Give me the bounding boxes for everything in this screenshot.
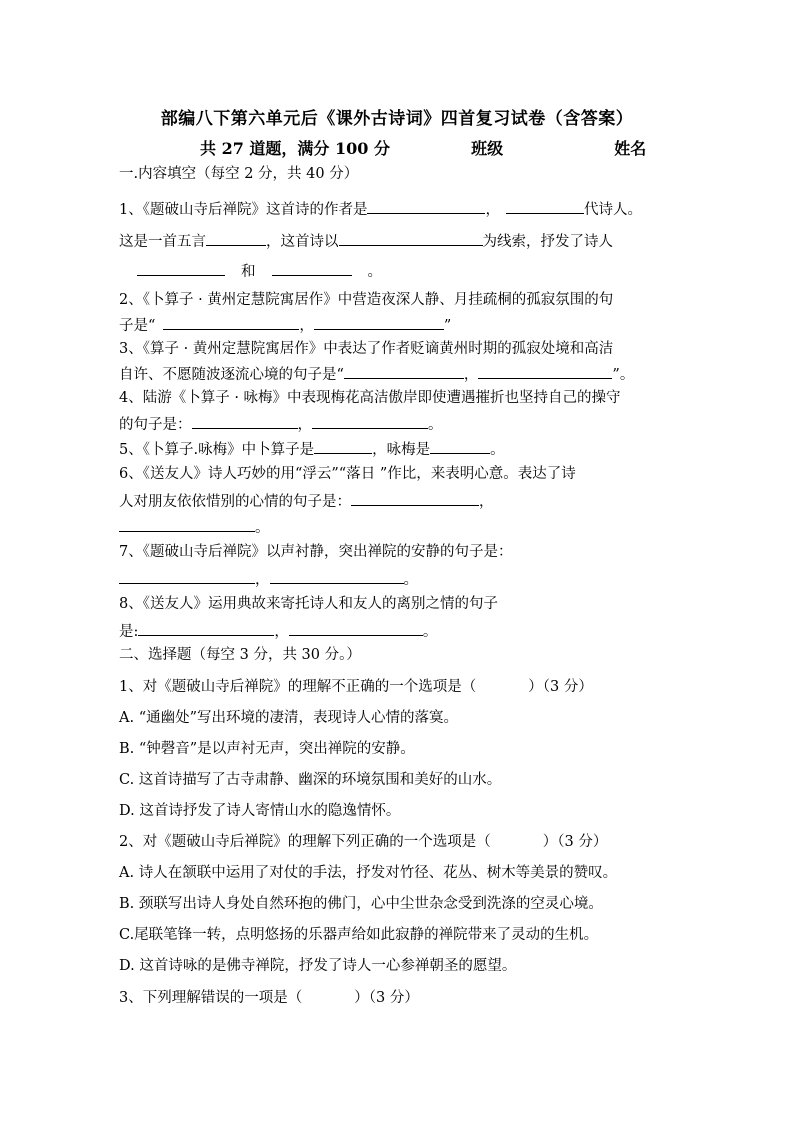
answer-blank[interactable] [206,230,266,246]
question-1-line3: 和 。 [137,260,382,282]
section1-heading: 一.内容填空（每空 2 分，共 40 分） [119,166,359,182]
exam-title: 部编八下第六单元后《课外古诗词》四首复习试卷（含答案） [160,109,634,129]
answer-blank[interactable] [478,363,612,379]
answer-blank[interactable] [314,314,444,330]
question-6-line2: 人对朋友依依惜别的心情的句子是： ， [119,490,494,512]
answer-blank[interactable] [192,413,298,429]
mc-question-1-option-a: A. “通幽处”写出环境的凄清，表现诗人心情的落寞。 [119,710,459,726]
answer-blank[interactable] [430,438,490,454]
question-2-line2: 子是“ ， ” [119,314,451,336]
question-7-line2: ， 。 [119,568,418,590]
mc-question-1-stem: 1、对《题破山寺后禅院》的理解不正确的一个选项是（ ）（3 分） [119,679,593,695]
mc-question-2-option-c: C.尾联笔锋一转，点明悠扬的乐器声给如此寂静的禅院带来了灵动的生机。 [119,927,599,943]
answer-blank[interactable] [137,260,225,276]
answer-blank[interactable] [314,438,372,454]
question-4-line1: 4、陆游《卜算子 · 咏梅》中表现梅花高洁傲岸即使遭遇摧折也坚持自己的操守 [119,390,621,406]
answer-blank[interactable] [119,516,255,532]
answer-blank[interactable] [119,568,255,584]
name-label: 姓名 [614,139,647,158]
question-1-line2: 这是一首五言 ，这首诗以 为线索，抒发了诗人 [119,230,613,252]
question-3-line2: 自许、不愿随波逐流心境的句子是“ ， ”。 [119,363,634,385]
mc-question-3-stem: 3、下列理解错误的一项是（ ）（3 分） [119,990,419,1006]
question-2-line1: 2、《卜算子 · 黄州定慧院寓居作》中营造夜深人静、月挂疏桐的孤寂氛围的句 [119,292,614,308]
question-3-line1: 3、《算子 · 黄州定慧院寓居作》中表达了作者贬谪黄州时期的孤寂处境和高洁 [119,341,614,357]
answer-blank[interactable] [339,230,483,246]
answer-blank[interactable] [289,620,423,636]
answer-blank[interactable] [270,568,404,584]
mc-question-2-option-a: A. 诗人在颔联中运用了对仗的手法，抒发对竹径、花丛、树木等美景的赞叹。 [119,865,618,881]
answer-blank[interactable] [272,260,352,276]
section2-heading: 二、选择题（每空 3 分，共 30 分。） [119,647,361,663]
question-4-line2: 的句子是： ， 。 [119,413,443,435]
exam-info-line [200,136,646,159]
question-7-line1: 7、《题破山寺后禅院》以声衬静，突出禅院的安静的句子是： [119,544,513,560]
answer-blank[interactable] [351,490,479,506]
question-8-line1: 8、《送友人》运用典故来寄托诗人和友人的离别之情的句子 [119,596,498,612]
exam-info: 共 27 道题，满分 100 分 [200,139,390,158]
mc-question-1-option-b: B. “钟磬音”是以声衬无声，突出禅院的安静。 [119,741,415,757]
mc-question-2-option-b: B. 颈联写出诗人身处自然环抱的佛门，心中尘世杂念受到洗涤的空灵心境。 [119,896,603,912]
question-5: 5、《卜算子.咏梅》中卜算子是 ，咏梅是 。 [119,438,505,460]
answer-blank[interactable] [312,413,428,429]
answer-blank[interactable] [163,314,299,330]
answer-blank[interactable] [506,198,584,214]
answer-blank[interactable] [367,198,485,214]
answer-blank[interactable] [138,620,274,636]
question-6-line3: 。 [119,516,270,538]
answer-blank[interactable] [344,363,464,379]
mc-question-1-option-c: C. 这首诗描写了古寺肃静、幽深的环境氛围和美好的山水。 [119,772,502,788]
question-6-line1: 6、《送友人》诗人巧妙的用“浮云”“落日 ”作比，来表明心意。表达了诗 [119,466,576,482]
mc-question-2-stem: 2、对《题破山寺后禅院》的理解下列正确的一个选项是（ ）（3 分） [119,834,608,850]
class-label: 班级 [471,139,504,158]
question-1-line1: 1、《题破山寺后禅院》这首诗的作者是 ， 代诗人。 [119,198,642,220]
mc-question-2-option-d: D. 这首诗咏的是佛寺禅院，抒发了诗人一心参禅朝圣的愿望。 [119,958,517,974]
mc-question-1-option-d: D. 这首诗抒发了诗人寄情山水的隐逸情怀。 [119,803,401,819]
question-8-line2: 是: ， 。 [119,620,437,642]
